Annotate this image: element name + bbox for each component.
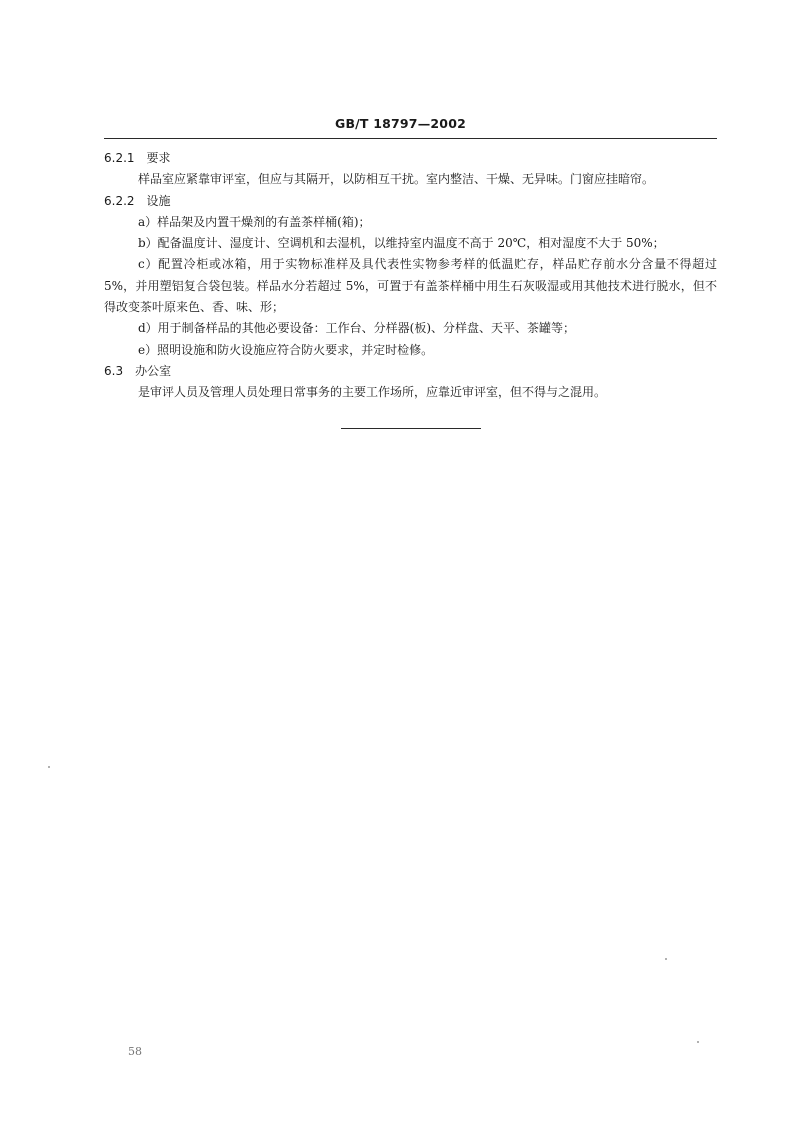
section-heading-6-2-1 xyxy=(104,148,717,169)
section-number: 6.3 xyxy=(104,363,124,378)
scan-speck xyxy=(697,1041,699,1043)
list-item-a: a）样品架及内置干燥剂的有盖茶样桶(箱)； xyxy=(138,214,371,229)
section-heading-6-2-2 xyxy=(104,191,717,212)
section-paragraph: 样品室应紧靠审评室，但应与其隔开，以防相互干扰。室内整洁、干燥、无异味。门窗应挂暗帘。 xyxy=(138,172,655,187)
list-item-c: c）配置冷柜或冰箱，用于实物标准样及具代表性实物参考样的低温贮存，样品贮存前水分含量不得超过 5%，并用塑铝复合袋包装。样品水分若超过 5%，可置于有盖茶样桶中用生石灰吸湿或用其他技术进行脱水，但不得改变茶叶原来色、香、味、形； xyxy=(104,257,717,315)
section-paragraph: 是审评人员及管理人员处理日常事务的主要工作场所，应靠近审评室，但不得与之混用。 xyxy=(138,385,607,400)
section-number: 6.2.2 xyxy=(104,193,135,208)
list-item-d: d）用于制备样品的其他必要设备：工作台、分样器(板)、分样盘、天平、茶罐等； xyxy=(138,321,576,336)
section-title: 要求 xyxy=(146,151,171,165)
section-title: 办公室 xyxy=(135,363,172,378)
page-header-standard-number: GB/T 18797—2002 xyxy=(334,116,466,131)
section-number: 6.2.1 xyxy=(104,151,135,165)
section-heading-6-3 xyxy=(104,361,717,382)
end-of-text-rule xyxy=(341,428,481,429)
document-body xyxy=(104,148,717,404)
section-title: 设施 xyxy=(146,193,171,208)
page-number: 58 xyxy=(128,1045,142,1058)
scan-speck xyxy=(665,958,667,960)
scan-speck xyxy=(48,766,50,768)
list-item-b: b）配备温度计、湿度计、空调机和去湿机，以维持室内温度不高于 20℃，相对湿度不大于 50%； xyxy=(138,236,665,251)
header-rule xyxy=(104,138,717,139)
list-item-e: e）照明设施和防火设施应符合防火要求，并定时检修。 xyxy=(138,342,434,357)
